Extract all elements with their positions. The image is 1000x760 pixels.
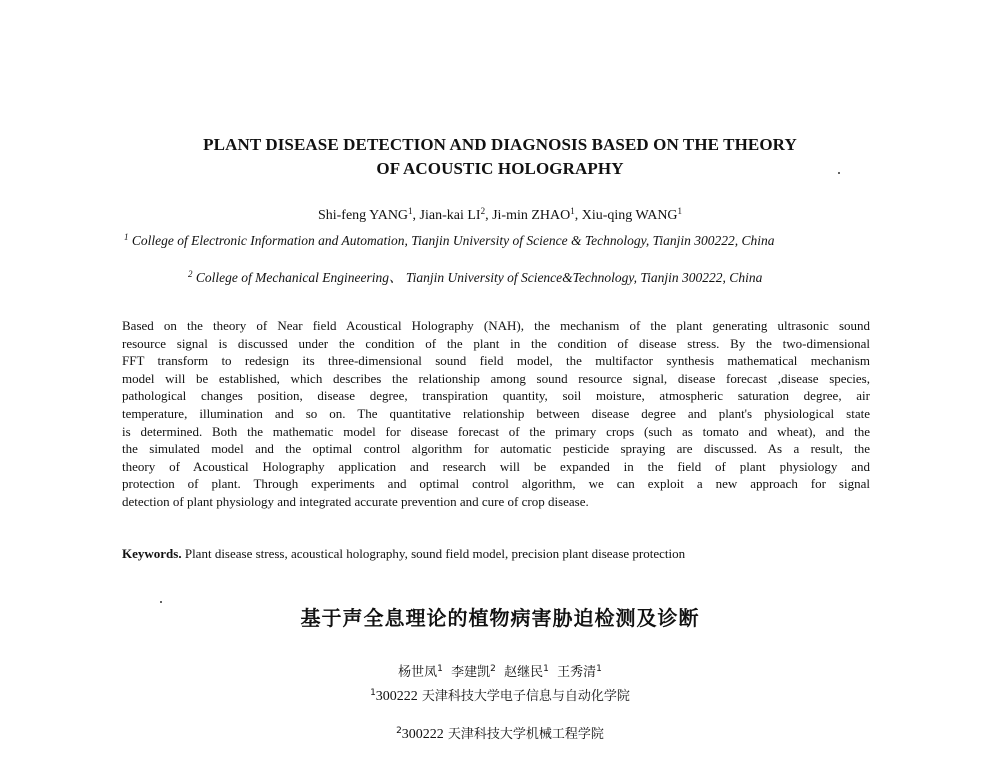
title-line-2: OF ACOUSTIC HOLOGRAPHY	[376, 159, 624, 178]
abstract-line: resource signal is discussed under the condition of the plant in the condition of disease stress. By the two-dimensional	[122, 335, 870, 351]
affiliation-1: $^1$ College of Electronic Information and Automation, Tianjin University of Science & Technology, Tianjin 300222, China	[124, 232, 775, 248]
chinese-author: 杨世凤$^1$	[398, 664, 443, 680]
abstract-line: theory of Acoustical Holography application and research will be expanded in the field of plant physiology and	[122, 458, 870, 474]
author: Ji-min ZHAO$^1$,	[492, 206, 582, 223]
abstract	[122, 317, 870, 511]
chinese-affiliation-2: $^2$300222 天津科技大学机械工程学院	[396, 726, 604, 742]
author: Shi-feng YANG$^1$,	[317, 206, 420, 223]
scan-speck	[160, 601, 162, 603]
abstract-line: detection of plant physiology and integrated accurate prevention and cure of crop disease.	[122, 493, 589, 509]
abstract-line: temperature, illumination and so on. The quantitative relationship between disease degree and plant's physiological state	[122, 405, 870, 421]
affiliation-2: $^2$ College of Mechanical Engineering、 Tianjin University of Science&Technology, Tianjin 300222, China	[188, 269, 763, 285]
abstract-line: the simulated model and the optimal control algorithm for automatic pesticide spraying are discussed. As a result, the	[122, 441, 870, 457]
author-list	[100, 202, 900, 225]
abstract-line: Based on the theory of Near field Acoustical Holography (NAH), the mechanism of the plant generating ultrasonic sound	[122, 318, 870, 333]
paper-title	[100, 133, 900, 181]
author: Xiu-qing WANG$^1$	[581, 206, 683, 223]
chinese-author: 王秀清$^1$	[557, 664, 602, 680]
abstract-line: FFT transform to redesign its three-dimensional sound field model, the multifactor synthesis mathematical mechanism	[122, 353, 870, 369]
chinese-affiliation-1: $^1$300222 天津科技大学电子信息与自动化学院	[370, 688, 630, 704]
scan-speck	[838, 172, 840, 174]
title-line-1: PLANT DISEASE DETECTION AND DIAGNOSIS BASED ON THE THEORY	[203, 135, 797, 154]
chinese-title: 基于声全息理论的植物病害胁迫检测及诊断	[300, 606, 700, 630]
keywords-text: Plant disease stress, acoustical holography, sound field model, precision plant disease protection	[181, 546, 686, 561]
abstract-line: pathological changes position, disease degree, transpiration quantity, soil moisture, atmospheric saturation degree, air	[122, 388, 870, 404]
abstract-line: protection of plant. Through experiments and optimal control algorithm, we can exploit a new approach for signal	[122, 476, 870, 492]
abstract-line: model will be established, which describes the relationship among sound resource signal, disease forecast ,disease species,	[122, 370, 870, 386]
abstract-line: is determined. Both the mathematic model for disease forecast of the primary crops (such as tomato and wheat), and the	[122, 423, 870, 439]
chinese-author: 李建凯$^2$	[451, 664, 496, 680]
chinese-author-list	[100, 660, 900, 682]
chinese-author: 赵继民$^1$	[504, 664, 549, 680]
keywords-label: Keywords.	[122, 546, 182, 561]
keywords	[122, 545, 685, 563]
author: Jian-kai $LI^2$,	[419, 206, 493, 223]
